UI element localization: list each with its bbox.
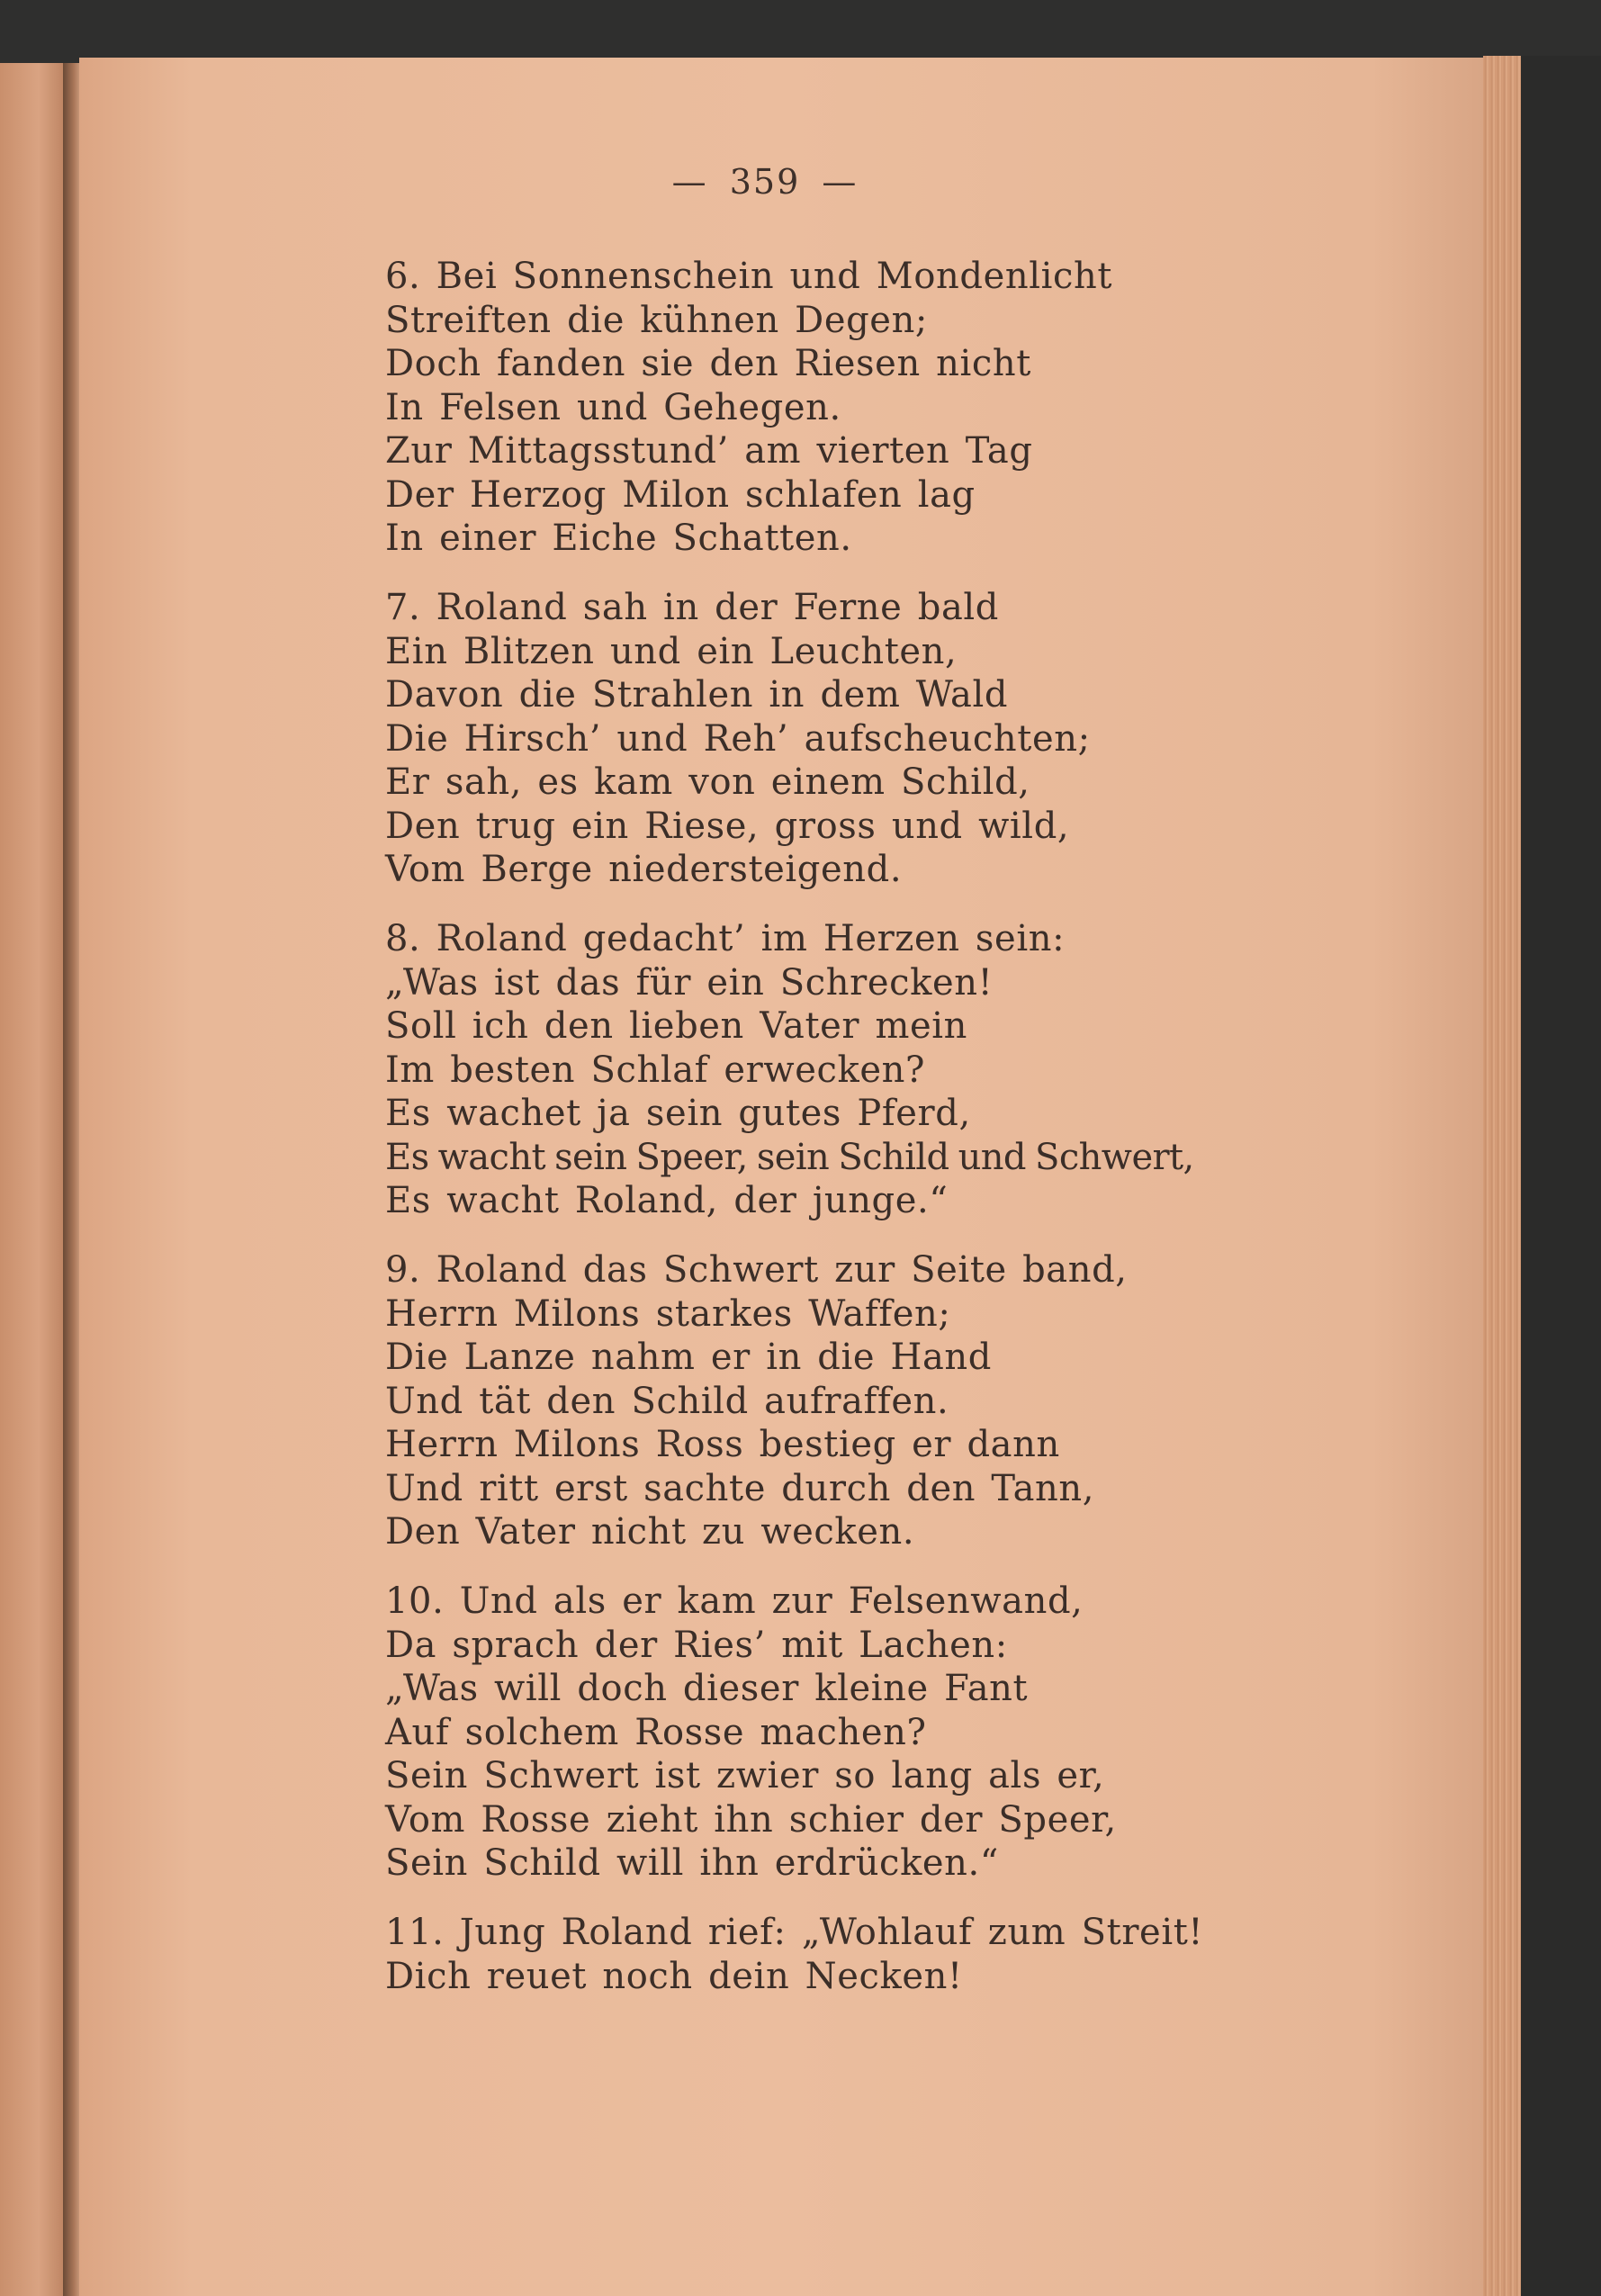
verse-line: Der Herzog Milon schlafen lag	[385, 473, 976, 516]
verse-line: Streiften die kühnen Degen;	[385, 299, 929, 341]
verse-line: „Was will doch dieser kleine Fant	[385, 1668, 1029, 1709]
verse-line: Den trug ein Riese, gross und wild,	[385, 805, 1070, 847]
verse-line: Den Vater nicht zu wecken.	[385, 1511, 915, 1553]
page-number: — 359 —	[671, 162, 859, 202]
verse-line: „Was ist das für ein Schrecken!	[385, 961, 994, 1004]
verse-line: 6. Bei Sonnenschein und Mondenlicht	[385, 256, 1113, 297]
verse-line: Davon die Strahlen in dem Wald	[385, 674, 1009, 716]
verse-line: Zur Mittagsstund’ am vierten Tag	[385, 430, 1033, 472]
page-fore-edge	[1483, 56, 1521, 2296]
verse-line: Vom Rosse zieht ihn schier der Speer,	[385, 1798, 1117, 1841]
verse-line: Da sprach der Ries’ mit Lachen:	[385, 1624, 1008, 1666]
verse-line: Sein Schild will ihn erdrücken.“	[385, 1842, 999, 1884]
verse-line: Im besten Schlaf erwecken?	[385, 1049, 926, 1091]
verse-line: Herrn Milons Ross bestieg er dann	[385, 1424, 1060, 1465]
verse-line: 9. Roland das Schwert zur Seite band,	[385, 1249, 1128, 1291]
verse-line: Herrn Milons starkes Waffen;	[385, 1292, 951, 1335]
verse-line: Vom Berge niedersteigend.	[385, 849, 903, 890]
verse-line: Auf solchem Rosse machen?	[385, 1711, 927, 1753]
verse-line: Doch fanden sie den Riesen nicht	[385, 343, 1031, 384]
stanza-8	[385, 917, 1194, 1223]
stanza-7	[385, 586, 1091, 892]
stanza-9	[385, 1248, 1128, 1554]
verse-line: Es wachet ja sein gutes Pferd,	[385, 1093, 971, 1134]
verse-line: Und tät den Schild aufraffen.	[385, 1380, 949, 1422]
verse-line: Soll ich den lieben Vater mein	[385, 1005, 968, 1047]
stanza-11	[385, 1911, 1203, 1998]
verse-line: Es wacht sein Speer, sein Schild und Schwert,	[385, 1136, 1194, 1178]
verse-line: Dich reuet noch dein Necken!	[385, 1955, 963, 1997]
scan-shadow	[1521, 56, 1601, 2296]
verse-line: Sein Schwert ist zwier so lang als er,	[385, 1755, 1105, 1796]
verse-line: 7. Roland sah in der Ferne bald	[385, 587, 999, 628]
book-gutter	[63, 63, 81, 2296]
verse-line: Die Hirsch’ und Reh’ aufscheuchten;	[385, 717, 1091, 760]
verse-line: Er sah, es kam von einem Schild,	[385, 761, 1030, 803]
stanza-10	[385, 1580, 1117, 1886]
verse-line: Ein Blitzen und ein Leuchten,	[385, 630, 958, 672]
verse-line: Und ritt erst sachte durch den Tann,	[385, 1467, 1095, 1509]
stanza-6	[385, 255, 1112, 561]
verse-line: Es wacht Roland, der junge.“	[385, 1180, 949, 1221]
left-page-edge	[0, 63, 70, 2296]
verse-line: 11. Jung Roland rief: „Wohlauf zum Streit!	[385, 1912, 1204, 1953]
verse-line: 10. Und als er kam zur Felsenwand,	[385, 1580, 1084, 1622]
verse-line: In einer Eiche Schatten.	[385, 518, 852, 559]
verse-line: Die Lanze nahm er in die Hand	[385, 1337, 992, 1378]
verse-line: In Felsen und Gehegen.	[385, 386, 841, 428]
verse-line: 8. Roland gedacht’ im Herzen sein:	[385, 918, 1066, 959]
